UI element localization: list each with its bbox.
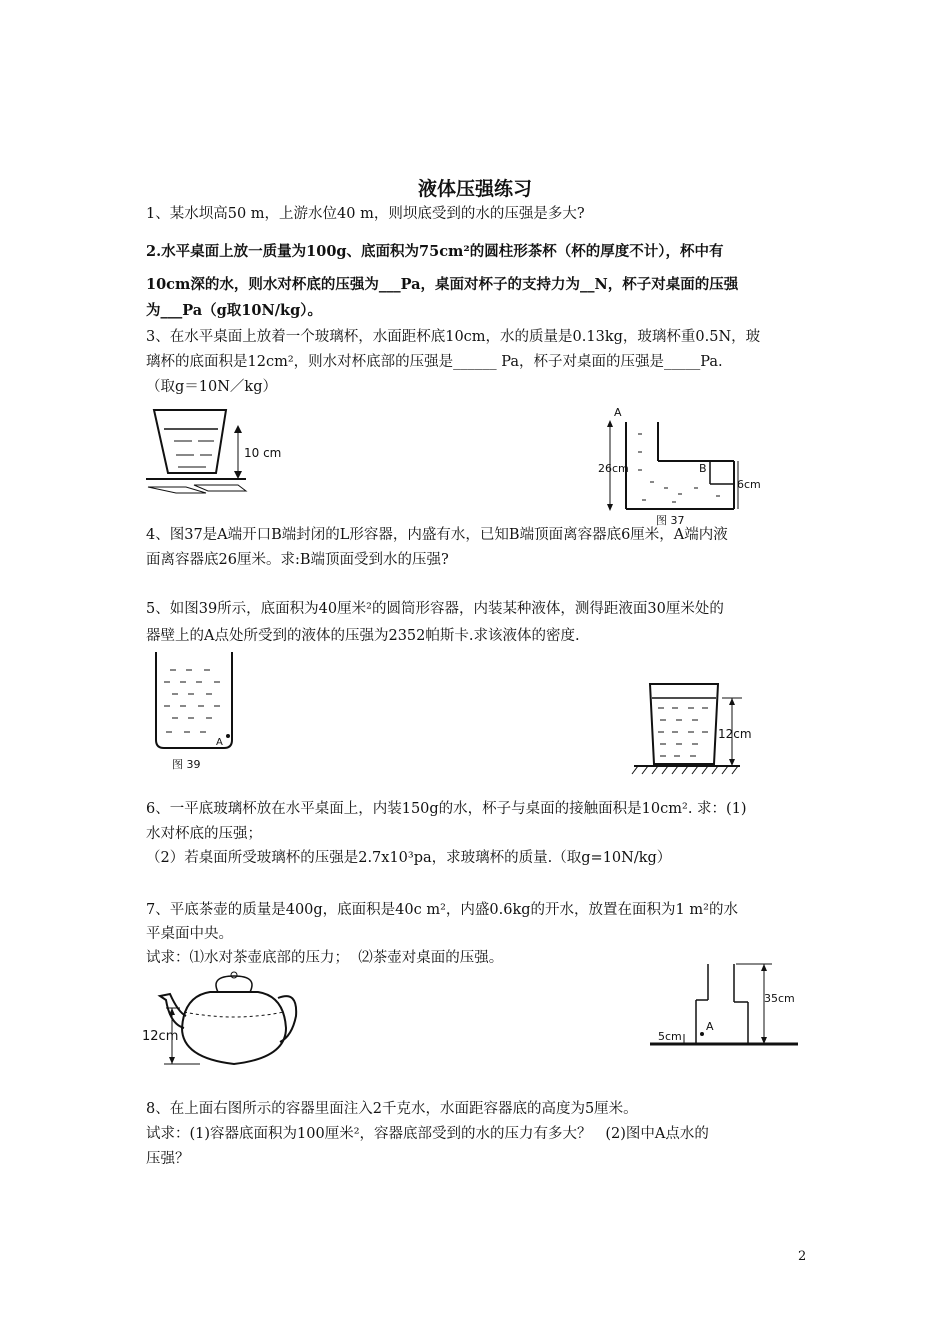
cup-figure (146, 405, 296, 500)
teapot-height-label: 12cm (142, 1029, 179, 1044)
question-3-line-1: 3、在水平桌面上放着一个玻璃杯，水面距杯底10cm，水的质量是0.13kg，玻璃杯重0.5N，玻 (146, 329, 761, 345)
question-8-line-2: 试求：(1)容器底面积为100厘米²，容器底部受到的水的压力有多大？ (2)图中A点水的 (146, 1126, 709, 1142)
question-6-line-2: 水对杯底的压强； (146, 826, 262, 842)
question-7-line-2: 平桌面中央。 (146, 926, 233, 942)
question-4-line-2: 面离容器底26厘米。求:B端顶面受到水的压强? (146, 552, 449, 568)
label-b: B (699, 462, 707, 475)
figure-37-caption: 图 37 (656, 514, 685, 527)
trapezoid-height-label: 12cm (718, 727, 752, 741)
stepped-container-figure (650, 962, 810, 1052)
question-4-line-1: 4、图37是A端开口B端封闭的L形容器，内盛有水，已知B端顶面离容器底6厘米，A端内液 (146, 527, 728, 543)
question-6-line-1: 6、一平底玻璃杯放在水平桌面上，内装150g的水，杯子与桌面的接触面积是10cm². 求：(1) (146, 801, 747, 817)
height-5cm-label: 5cm (658, 1030, 682, 1043)
question-2-line-1: 2.水平桌面上放一质量为100g、底面积为75cm²的圆柱形茶杯（杯的厚度不计），杯中有 (146, 243, 724, 260)
question-3-line-2: 璃杯的底面积是12cm²，则水对杯底部的压强是______ Pa，杯子对桌面的压强是_____Pa. (146, 354, 723, 370)
question-8-line-1: 8、在上面右图所示的容器里面注入2千克水，水面距容器底的高度为5厘米。 (146, 1101, 638, 1117)
cup-height-label: 10 cm (244, 446, 282, 460)
point-a-label: A (706, 1020, 714, 1033)
question-8-line-3: 压强？ (146, 1151, 190, 1167)
height-6cm-label: 6cm (737, 478, 761, 491)
question-3-line-3: （取g＝10N／kg） (146, 379, 277, 395)
question-2-line-3: 为___Pa（g取10N/kg）。 (146, 302, 322, 319)
height-26cm-label: 26cm (598, 462, 629, 475)
question-5-line-2: 器壁上的A点处所受到的液体的压强为2352帕斯卡.求该液体的密度. (146, 628, 580, 644)
question-1: 1、某水坝高50 m，上游水位40 m，则坝底受到的水的压强是多大? (146, 206, 585, 222)
trapezoid-container-figure (630, 682, 770, 782)
question-6-line-3: （2）若桌面所受玻璃杯的压强是2.7x10³pa，求玻璃杯的质量.（取g=10N/kg） (146, 850, 672, 866)
height-35cm-label: 35cm (764, 992, 795, 1005)
page-title: 液体压强练习 (417, 178, 532, 200)
figure-39 (148, 648, 248, 773)
question-7-line-1: 7、平底茶壶的质量是400g，底面积是40c m²，内盛0.6kg的开水，放置在面积为1 m²的水 (146, 902, 738, 918)
figure-37 (598, 404, 768, 529)
question-5-line-1: 5、如图39所示，底面积为40厘米²的圆筒形容器，内装某种液体，测得距液面30厘米处的 (146, 601, 724, 617)
figure-39-caption: 图 39 (172, 758, 201, 771)
teapot-figure (140, 972, 310, 1072)
question-2-line-2: 10cm深的水，则水对杯底的压强为___Pa，桌面对杯子的支持力为__N，杯子对桌面的压强 (146, 276, 739, 293)
point-a-label: A (216, 737, 223, 748)
question-7-line-3: 试求：⑴水对茶壶底部的压力； ⑵茶壶对桌面的压强。 (146, 950, 504, 966)
page-number: 2 (798, 1249, 807, 1264)
label-a: A (614, 406, 622, 419)
